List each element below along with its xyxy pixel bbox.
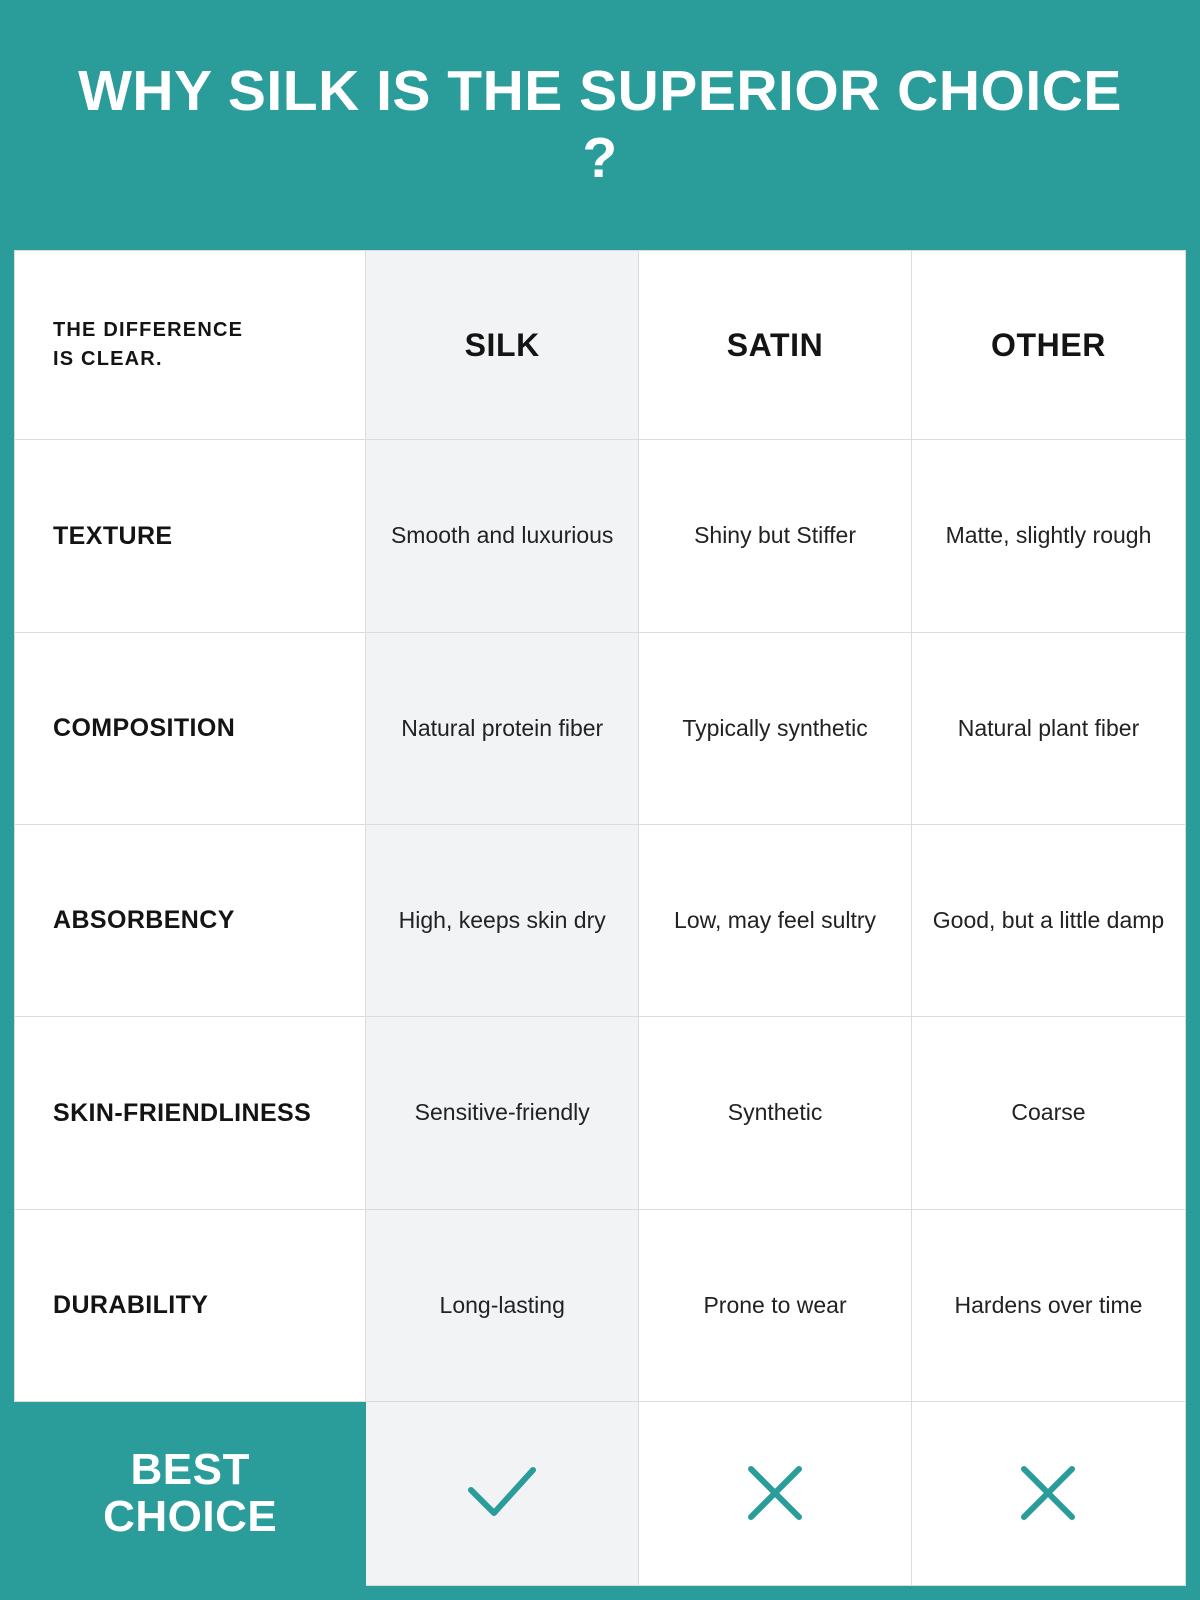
header-banner	[0, 0, 1200, 250]
cell-absorbency-satin: Low, may feel sultry	[639, 824, 912, 1016]
table-row	[15, 1209, 1186, 1401]
page-title: WHY SILK IS THE SUPERIOR CHOICE ?	[78, 58, 1122, 190]
cell-texture-satin: Shiny but Stiffer	[639, 440, 912, 632]
verdict-row	[15, 1401, 1186, 1585]
cell-composition-satin: Typically synthetic	[639, 632, 912, 824]
comparison-table	[14, 250, 1186, 1586]
corner-line-1: THE DIFFERENCE	[53, 319, 244, 342]
table-row	[15, 632, 1186, 824]
cell-absorbency-other: Good, but a little damp	[911, 824, 1185, 1016]
corner-line-2: IS CLEAR.	[53, 348, 163, 371]
cross-icon	[912, 1462, 1185, 1524]
column-header-satin: SATIN	[639, 251, 912, 440]
table-row	[15, 824, 1186, 1016]
verdict-other	[911, 1401, 1185, 1585]
verdict-silk	[366, 1401, 639, 1585]
table-corner-caption	[15, 251, 366, 440]
table-row	[15, 1017, 1186, 1209]
best-choice-line-2: CHOICE	[103, 1492, 278, 1542]
cell-skin-friendliness-other: Coarse	[911, 1017, 1185, 1209]
cell-composition-other: Natural plant fiber	[911, 632, 1185, 824]
cell-skin-friendliness-silk: Sensitive-friendly	[366, 1017, 639, 1209]
cell-composition-silk: Natural protein fiber	[366, 632, 639, 824]
verdict-satin	[639, 1401, 912, 1585]
column-header-other: OTHER	[911, 251, 1185, 440]
cell-durability-silk: Long-lasting	[366, 1209, 639, 1401]
table-row	[15, 440, 1186, 632]
row-label-texture: TEXTURE	[15, 440, 366, 632]
best-choice-label	[15, 1401, 366, 1585]
column-header-silk: SILK	[366, 251, 639, 440]
cross-icon	[639, 1462, 911, 1524]
table-header-row	[15, 251, 1186, 440]
cell-durability-other: Hardens over time	[911, 1209, 1185, 1401]
check-icon	[366, 1464, 638, 1522]
best-choice-line-1: BEST	[130, 1444, 250, 1494]
cell-texture-other: Matte, slightly rough	[911, 440, 1185, 632]
row-label-composition: COMPOSITION	[15, 632, 366, 824]
cell-skin-friendliness-satin: Synthetic	[639, 1017, 912, 1209]
row-label-skin-friendliness: SKIN-FRIENDLINESS	[15, 1017, 366, 1209]
comparison-table-container	[0, 250, 1200, 1600]
row-label-absorbency: ABSORBENCY	[15, 824, 366, 1016]
cell-texture-silk: Smooth and luxurious	[366, 440, 639, 632]
cell-durability-satin: Prone to wear	[639, 1209, 912, 1401]
cell-absorbency-silk: High, keeps skin dry	[366, 824, 639, 1016]
row-label-durability: DURABILITY	[15, 1209, 366, 1401]
